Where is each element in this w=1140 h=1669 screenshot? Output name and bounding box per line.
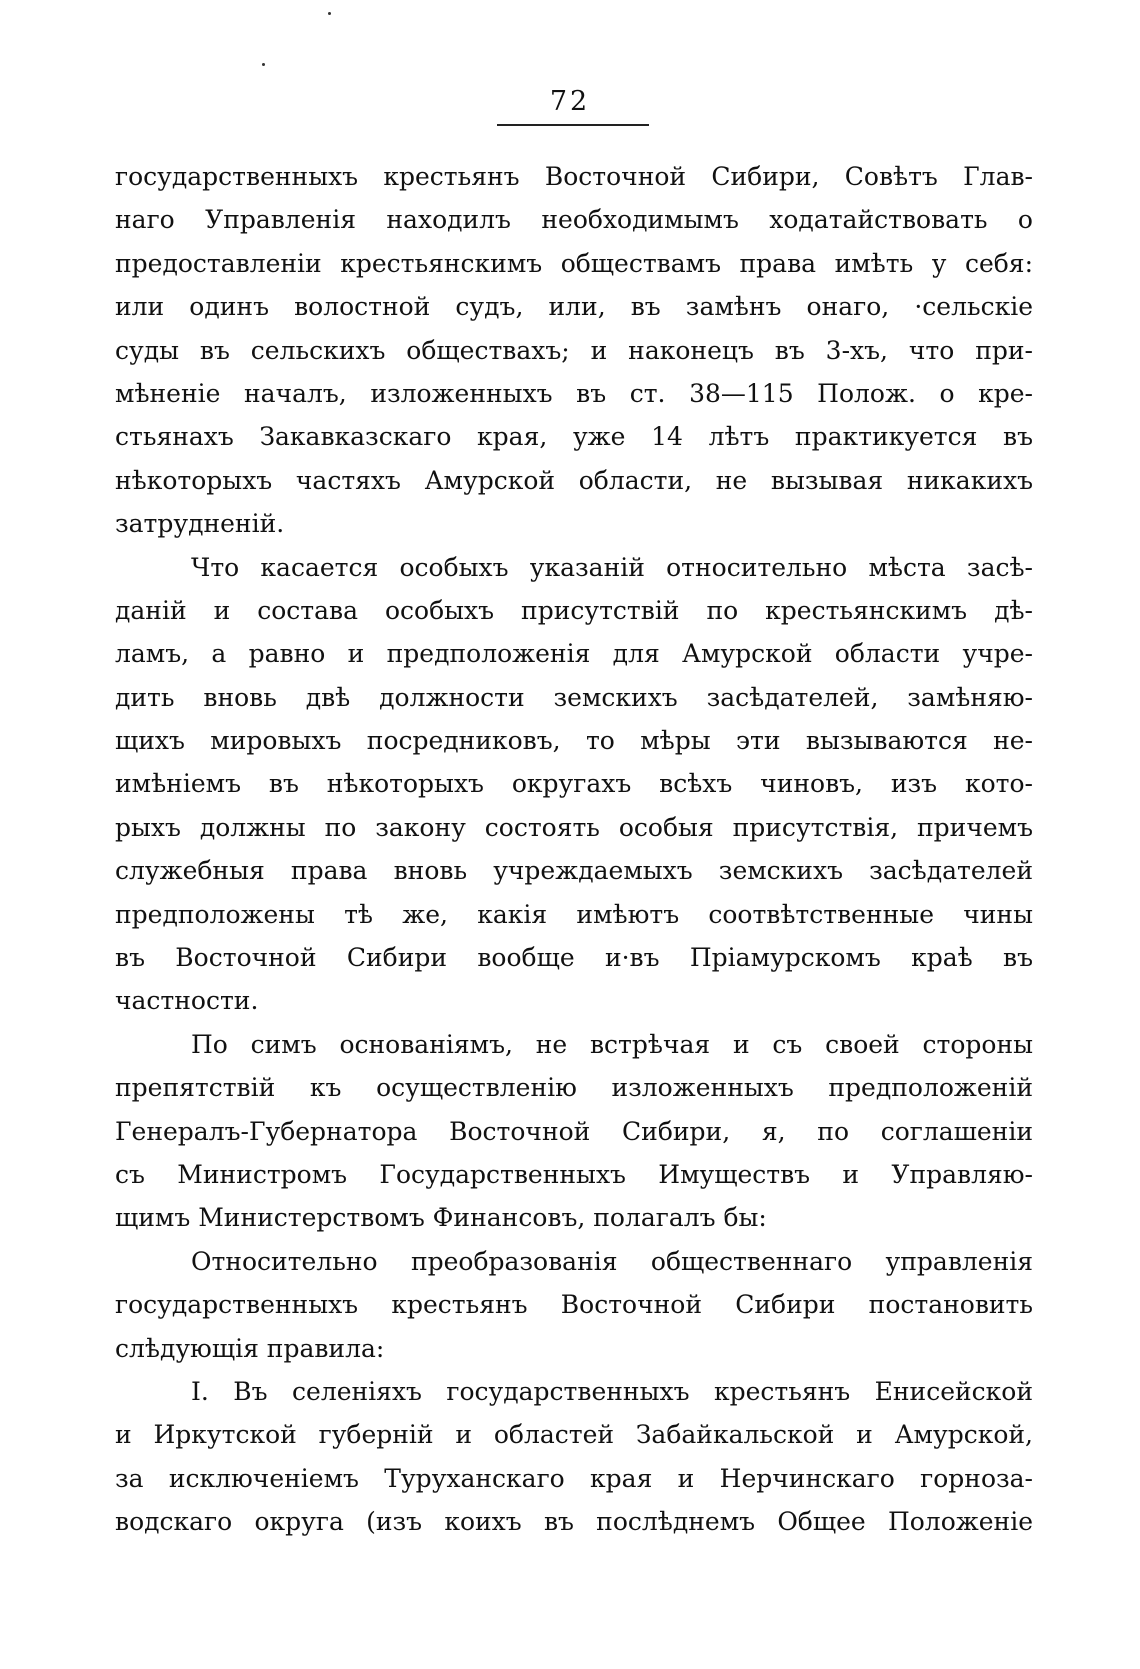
scan-speck	[262, 63, 265, 66]
text-line: ламъ, а равно и предположенія для Амурской области учре-	[115, 639, 1033, 669]
paragraph	[115, 1240, 1033, 1370]
text-line: водскаго округа (изъ коихъ въ послѣднемъ Общее Положеніе	[115, 1507, 1033, 1537]
text-line: служебныя права вновь учреждаемыхъ земскихъ засѣдателей	[115, 856, 1033, 886]
page-number-rule	[497, 124, 649, 126]
text-line: нѣкоторыхъ частяхъ Амурской области, не вызывая никакихъ	[115, 465, 1033, 495]
text-line: за исключеніемъ Туруханскаго края и Нерчинскаго горноза-	[115, 1463, 1033, 1493]
text-line: предоставленіи крестьянскимъ обществамъ права имѣть у себя:	[115, 248, 1033, 278]
scan-speck	[328, 12, 331, 15]
text-line: суды въ сельскихъ обществахъ; и наконецъ въ 3-хъ, что при-	[115, 335, 1033, 365]
text-line: Генералъ-Губернатора Восточной Сибири, я, по соглашеніи	[115, 1116, 1033, 1146]
text-line: даній и состава особыхъ присутствій по крестьянскимъ дѣ-	[115, 595, 1033, 625]
text-line: Что касается особыхъ указаній относительно мѣста засѣ-	[191, 552, 1033, 582]
text-line: слѣдующія правила:	[115, 1333, 385, 1363]
text-line: затрудненій.	[115, 509, 285, 539]
paragraph	[115, 1370, 1033, 1544]
paragraph	[115, 1023, 1033, 1240]
text-line: стьянахъ Закавказскаго края, уже 14 лѣтъ практикуется въ	[115, 422, 1033, 452]
body-text	[115, 155, 1033, 1544]
text-line: имѣніемъ въ нѣкоторыхъ округахъ всѣхъ чиновъ, изъ кото-	[115, 769, 1033, 799]
text-line: щихъ мировыхъ посредниковъ, то мѣры эти вызываются не-	[115, 726, 1033, 756]
text-line: препятствій къ осуществленію изложенныхъ предположеній	[115, 1073, 1033, 1103]
text-line: дить вновь двѣ должности земскихъ засѣдателей, замѣняю-	[115, 682, 1033, 712]
text-line: По симъ основаніямъ, не встрѣчая и съ своей стороны	[191, 1029, 1033, 1059]
text-line: рыхъ должны по закону состоять особыя присутствія, причемъ	[115, 812, 1033, 842]
text-line: государственныхъ крестьянъ Восточной Сибири, Совѣтъ Глав-	[115, 162, 1033, 191]
text-line: наго Управленія находилъ необходимымъ ходатайствовать о	[115, 205, 1033, 235]
text-line: государственныхъ крестьянъ Восточной Сибири постановить	[115, 1290, 1033, 1320]
text-line: въ Восточной Сибири вообще и·въ Пріамурскомъ краѣ въ	[115, 943, 1033, 973]
text-line: щимъ Министерствомъ Финансовъ, полагалъ бы:	[115, 1203, 767, 1233]
text-line: или одинъ волостной судъ, или, въ замѣнъ онаго, ·сельскіе	[115, 292, 1033, 322]
paragraph	[115, 546, 1033, 1023]
text-line: I. Въ селеніяхъ государственныхъ крестьянъ Енисейской	[191, 1376, 1033, 1406]
text-line: частности.	[115, 986, 259, 1016]
text-line: съ Министромъ Государственныхъ Имуществъ и Управляю-	[115, 1159, 1033, 1189]
text-line: и Иркутской губерній и областей Забайкальской и Амурской,	[115, 1420, 1033, 1450]
page-number: 72	[549, 86, 591, 117]
paragraph	[115, 155, 1033, 546]
text-line: мѣненіе началъ, изложенныхъ въ ст. 38—115 Полож. о кре-	[115, 378, 1033, 408]
text-line: Относительно преобразованія общественнаго управленія	[191, 1246, 1033, 1276]
text-line: предположены тѣ же, какія имѣютъ соотвѣтственные чины	[115, 899, 1033, 929]
